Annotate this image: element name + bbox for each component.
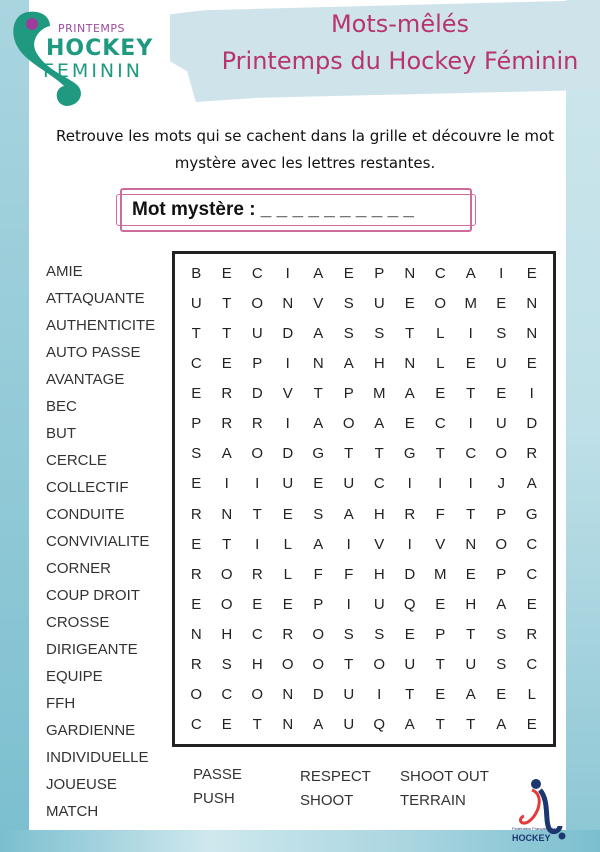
grid-cell: S bbox=[343, 626, 354, 644]
grid-cell: I bbox=[468, 324, 473, 342]
grid-cell: J bbox=[497, 475, 505, 493]
word-item: EQUIPE bbox=[46, 668, 103, 685]
grid-cell: L bbox=[436, 354, 445, 372]
grid-cell: H bbox=[465, 595, 477, 613]
grid-cell: A bbox=[313, 324, 324, 342]
grid-cell: O bbox=[281, 656, 294, 674]
grid-cell: O bbox=[190, 686, 203, 704]
grid-cell: S bbox=[343, 294, 354, 312]
word-list-bottom-col-3 bbox=[400, 765, 489, 813]
grid-cell: A bbox=[465, 686, 476, 704]
grid-cell: U bbox=[465, 656, 477, 674]
grid-cell: E bbox=[465, 565, 476, 583]
grid-cell: N bbox=[190, 626, 202, 644]
word-item: MATCH bbox=[46, 803, 99, 820]
word-item: CORNER bbox=[46, 560, 112, 577]
grid-cell: P bbox=[191, 415, 202, 433]
grid-cell: I bbox=[468, 475, 473, 493]
grid-cell: E bbox=[282, 595, 293, 613]
grid-cell: V bbox=[374, 535, 385, 553]
grid-cell: I bbox=[499, 264, 504, 282]
grid-cell: I bbox=[255, 475, 260, 493]
grid-cell: S bbox=[374, 626, 385, 644]
grid-cell: N bbox=[404, 354, 416, 372]
grid-cell: R bbox=[190, 505, 202, 523]
grid-cell: O bbox=[312, 626, 325, 644]
grid-cell: C bbox=[526, 535, 538, 553]
grid-cell: O bbox=[220, 595, 233, 613]
grid-cell: E bbox=[435, 385, 446, 403]
word-item: AUTHENTICITE bbox=[46, 317, 156, 334]
grid-cell: E bbox=[526, 716, 537, 734]
grid-cell: C bbox=[251, 264, 263, 282]
grid-cell: C bbox=[251, 626, 263, 644]
grid-cell: A bbox=[404, 716, 415, 734]
ffh-hockey-label: HOCKEY bbox=[512, 833, 551, 843]
grid-cell: G bbox=[312, 445, 325, 463]
grid-cell: L bbox=[283, 535, 292, 553]
grid-cell: N bbox=[465, 535, 477, 553]
word-list-bottom-col-2 bbox=[300, 765, 371, 813]
grid-cell: L bbox=[283, 565, 292, 583]
grid-cell: C bbox=[526, 656, 538, 674]
grid-cell: D bbox=[312, 686, 324, 704]
word-item: CONDUITE bbox=[46, 506, 125, 523]
grid-cell: D bbox=[282, 324, 294, 342]
grid-cell: U bbox=[343, 716, 355, 734]
grid-cell: T bbox=[435, 445, 445, 463]
grid-cell: I bbox=[224, 475, 229, 493]
grid-cell: E bbox=[191, 595, 202, 613]
grid-cell: C bbox=[373, 475, 385, 493]
grid-cell: D bbox=[526, 415, 538, 433]
grid-cell: P bbox=[496, 565, 507, 583]
grid-cell: E bbox=[496, 686, 507, 704]
grid-cell: D bbox=[404, 565, 416, 583]
grid-cell: C bbox=[434, 415, 446, 433]
grid-cell: E bbox=[221, 354, 232, 372]
grid-cell: O bbox=[312, 656, 325, 674]
grid-cell: H bbox=[373, 505, 385, 523]
grid-cell: T bbox=[252, 716, 262, 734]
grid-cell: T bbox=[374, 445, 384, 463]
word-item: SHOOT OUT bbox=[400, 768, 489, 785]
grid-cell: N bbox=[282, 294, 294, 312]
grid-cell: T bbox=[313, 385, 323, 403]
grid-cell: T bbox=[405, 686, 415, 704]
grid-cell: O bbox=[434, 294, 447, 312]
grid-cell: A bbox=[221, 445, 232, 463]
grid-cell: U bbox=[343, 686, 355, 704]
logo-line-printemps: PRINTEMPS bbox=[58, 22, 126, 35]
grid-cell: T bbox=[344, 445, 354, 463]
word-item: CONVIVIALITE bbox=[46, 533, 150, 550]
grid-cell: A bbox=[404, 385, 415, 403]
grid-cell: I bbox=[377, 686, 382, 704]
grid-cell: H bbox=[221, 626, 233, 644]
grid-cell: S bbox=[313, 505, 324, 523]
word-item: RESPECT bbox=[300, 768, 371, 785]
grid-cell: V bbox=[282, 385, 293, 403]
grid-cell: M bbox=[464, 294, 477, 312]
word-list-bottom-col-1 bbox=[193, 763, 242, 811]
grid-cell: O bbox=[373, 656, 386, 674]
grid-cell: R bbox=[251, 565, 263, 583]
grid-cell: I bbox=[407, 535, 412, 553]
grid-cell: F bbox=[435, 505, 445, 523]
grid-cell: H bbox=[251, 656, 263, 674]
grid-cell: E bbox=[282, 505, 293, 523]
grid-cell: T bbox=[466, 505, 476, 523]
grid-cell: I bbox=[346, 595, 351, 613]
grid-cell: I bbox=[285, 354, 290, 372]
grid-cell: U bbox=[282, 475, 294, 493]
grid-cell: H bbox=[373, 354, 385, 372]
word-item: PASSE bbox=[193, 766, 242, 783]
grid-cell: E bbox=[496, 385, 507, 403]
grid-cell: F bbox=[313, 565, 323, 583]
grid-cell: M bbox=[434, 565, 447, 583]
word-list-left bbox=[46, 258, 155, 825]
word-item: TERRAIN bbox=[400, 792, 466, 809]
word-item: GARDIENNE bbox=[46, 722, 136, 739]
word-item: COUP DROIT bbox=[46, 587, 140, 604]
page-title bbox=[200, 6, 600, 80]
grid-cell: T bbox=[466, 716, 476, 734]
grid-cell: N bbox=[282, 716, 294, 734]
grid-cell: A bbox=[374, 415, 385, 433]
grid-cell: I bbox=[407, 475, 412, 493]
grid-cell: I bbox=[346, 535, 351, 553]
right-decorative-strip bbox=[566, 0, 600, 852]
grid-cell: E bbox=[252, 595, 263, 613]
grid-cell: E bbox=[221, 264, 232, 282]
grid-cell: I bbox=[285, 264, 290, 282]
mystery-word-box bbox=[120, 188, 472, 232]
grid-cell: N bbox=[526, 324, 538, 342]
grid-cell: T bbox=[466, 626, 476, 644]
grid-cell: E bbox=[404, 294, 415, 312]
grid-cell: S bbox=[221, 656, 232, 674]
grid-cell: C bbox=[190, 716, 202, 734]
grid-cell: T bbox=[222, 324, 232, 342]
grid-cell: R bbox=[190, 656, 202, 674]
logo-line-feminin: FEMININ bbox=[43, 60, 143, 82]
grid-cell: S bbox=[496, 656, 507, 674]
grid-cell: R bbox=[404, 505, 416, 523]
grid-cell: A bbox=[526, 475, 537, 493]
grid-cell: E bbox=[526, 264, 537, 282]
word-item: PUSH bbox=[193, 790, 235, 807]
word-item: BEC bbox=[46, 398, 77, 415]
grid-cell: R bbox=[282, 626, 294, 644]
grid-cell: O bbox=[251, 686, 264, 704]
grid-cell: U bbox=[343, 475, 355, 493]
grid-cell: T bbox=[222, 294, 232, 312]
grid-cell: U bbox=[190, 294, 202, 312]
grid-cell: U bbox=[495, 415, 507, 433]
word-item: SHOOT bbox=[300, 792, 354, 809]
title-line-2: Printemps du Hockey Féminin bbox=[221, 47, 579, 75]
grid-cell: E bbox=[526, 595, 537, 613]
grid-cell: R bbox=[251, 415, 263, 433]
grid-cell: U bbox=[373, 595, 385, 613]
grid-cell: N bbox=[526, 294, 538, 312]
grid-cell: P bbox=[496, 505, 507, 523]
grid-cell: O bbox=[251, 445, 264, 463]
grid-cell: U bbox=[495, 354, 507, 372]
grid-cell: E bbox=[221, 716, 232, 734]
grid-cell: U bbox=[251, 324, 263, 342]
grid-cell: C bbox=[526, 565, 538, 583]
grid-cell: E bbox=[496, 294, 507, 312]
grid-cell: E bbox=[526, 354, 537, 372]
word-item: FFH bbox=[46, 695, 76, 712]
ffh-federation-label: Fédération Française de bbox=[512, 826, 556, 831]
grid-cell: C bbox=[434, 264, 446, 282]
grid-cell: O bbox=[495, 535, 508, 553]
grid-cell: O bbox=[220, 565, 233, 583]
grid-cell: Q bbox=[403, 595, 416, 613]
grid-cell: N bbox=[312, 354, 324, 372]
grid-cell: C bbox=[221, 686, 233, 704]
grid-cell: D bbox=[251, 385, 263, 403]
grid-cell: H bbox=[373, 565, 385, 583]
grid-cell: Q bbox=[373, 716, 386, 734]
grid-cell: N bbox=[282, 686, 294, 704]
grid-cell: A bbox=[343, 505, 354, 523]
grid-cell: P bbox=[343, 385, 354, 403]
grid-cell: E bbox=[435, 686, 446, 704]
grid-cell: I bbox=[468, 415, 473, 433]
grid-cell: E bbox=[191, 385, 202, 403]
grid-cell: B bbox=[191, 264, 202, 282]
grid-cell: O bbox=[251, 294, 264, 312]
grid-cell: P bbox=[252, 354, 263, 372]
grid-cell: S bbox=[191, 445, 202, 463]
grid-cell: G bbox=[525, 505, 538, 523]
grid-cell: T bbox=[222, 535, 232, 553]
grid-cell: A bbox=[496, 716, 507, 734]
grid-cell: V bbox=[313, 294, 324, 312]
grid-cell: A bbox=[313, 535, 324, 553]
grid-cell: T bbox=[252, 505, 262, 523]
grid-cell: A bbox=[496, 595, 507, 613]
grid-cell: T bbox=[435, 716, 445, 734]
grid-cell: P bbox=[374, 264, 385, 282]
word-search-grid bbox=[172, 251, 556, 747]
word-item: CROSSE bbox=[46, 614, 110, 631]
grid-cell: A bbox=[343, 354, 354, 372]
grid-cell: L bbox=[527, 686, 536, 704]
grid-cell: N bbox=[221, 505, 233, 523]
grid-cell: N bbox=[404, 264, 416, 282]
logo-line-hockey: HOCKEY bbox=[46, 36, 154, 61]
grid-cell: R bbox=[526, 626, 538, 644]
word-item: COLLECTIF bbox=[46, 479, 129, 496]
grid-cell: T bbox=[191, 324, 201, 342]
grid-cell: A bbox=[465, 264, 476, 282]
grid-cell: E bbox=[191, 535, 202, 553]
grid-cell: E bbox=[343, 264, 354, 282]
grid-cell: U bbox=[373, 294, 385, 312]
word-item: CERCLE bbox=[46, 452, 107, 469]
word-item: BUT bbox=[46, 425, 76, 442]
word-item: JOUEUSE bbox=[46, 776, 117, 793]
word-item: ATTAQUANTE bbox=[46, 290, 145, 307]
grid-cell: R bbox=[221, 385, 233, 403]
grid-cell: R bbox=[526, 445, 538, 463]
grid-cell: I bbox=[529, 385, 534, 403]
grid-cell: T bbox=[466, 385, 476, 403]
grid-cell: S bbox=[374, 324, 385, 342]
grid-cell: G bbox=[403, 445, 416, 463]
grid-cell: E bbox=[435, 595, 446, 613]
grid-cell: T bbox=[405, 324, 415, 342]
word-item: AMIE bbox=[46, 263, 83, 280]
grid-cell: A bbox=[313, 716, 324, 734]
grid-cell: O bbox=[342, 415, 355, 433]
grid-cell: U bbox=[404, 656, 416, 674]
grid-cell: M bbox=[373, 385, 386, 403]
grid-cell: T bbox=[344, 656, 354, 674]
grid-cell: S bbox=[496, 324, 507, 342]
left-decorative-strip bbox=[0, 0, 29, 852]
grid-cell: E bbox=[404, 626, 415, 644]
grid-cell: R bbox=[190, 565, 202, 583]
grid-cell: E bbox=[465, 354, 476, 372]
grid-cell: C bbox=[465, 445, 477, 463]
word-item: AUTO PASSE bbox=[46, 344, 141, 361]
grid-cell: S bbox=[496, 626, 507, 644]
grid-cell: C bbox=[190, 354, 202, 372]
grid-cell: A bbox=[313, 264, 324, 282]
word-item: AVANTAGE bbox=[46, 371, 125, 388]
grid-cell: S bbox=[343, 324, 354, 342]
grid-cell: V bbox=[435, 535, 446, 553]
grid-cell: R bbox=[221, 415, 233, 433]
grid-cell: A bbox=[313, 415, 324, 433]
grid-cell: O bbox=[495, 445, 508, 463]
grid-cell: I bbox=[285, 415, 290, 433]
grid-cell: P bbox=[435, 626, 446, 644]
grid-cell: E bbox=[313, 475, 324, 493]
title-line-1: Mots-mêlés bbox=[330, 10, 470, 38]
instructions-text: Retrouve les mots qui se cachent dans la grille et découvre le mot mystère avec les lettres restantes. bbox=[55, 127, 555, 172]
grid-cell: E bbox=[404, 415, 415, 433]
grid-cell: T bbox=[435, 656, 445, 674]
grid-cell: E bbox=[191, 475, 202, 493]
grid-cell: I bbox=[438, 475, 443, 493]
word-item: DIRIGEANTE bbox=[46, 641, 138, 658]
grid-cell: F bbox=[344, 565, 354, 583]
grid-cell: D bbox=[282, 445, 294, 463]
grid-cell: L bbox=[436, 324, 445, 342]
grid-cell: P bbox=[313, 595, 324, 613]
grid-cell: I bbox=[255, 535, 260, 553]
word-item: INDIVIDUELLE bbox=[46, 749, 149, 766]
mystery-word-label: Mot mystère : _ _ _ _ _ _ _ _ _ _ bbox=[132, 199, 414, 220]
